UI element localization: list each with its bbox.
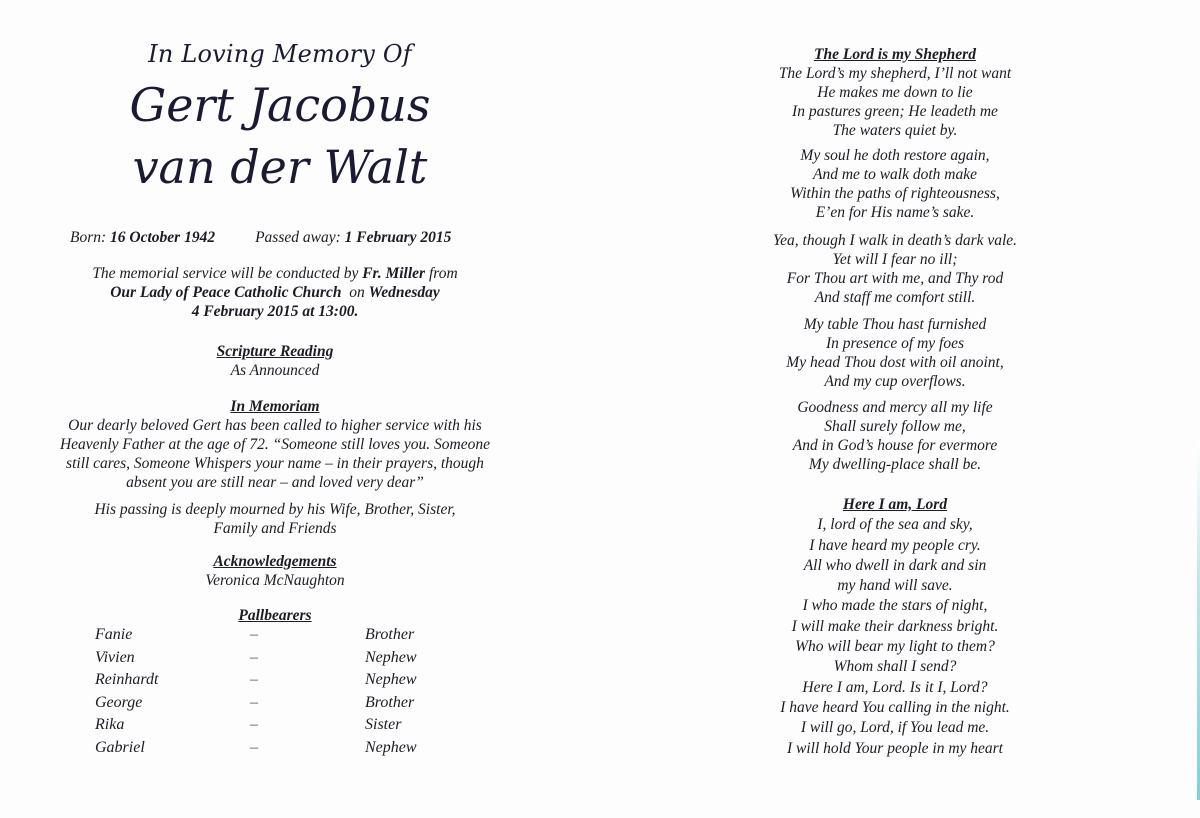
- left-page: [0, 0, 560, 818]
- stanza: My table Thou hast furnished In presence of my foes My head Thou dost with oil anoint, And my cup overflows.: [786, 316, 1004, 390]
- scripture-section: Scripture Reading As Announced: [20, 342, 530, 380]
- hymn-lord-is-my-shepherd: [720, 45, 1070, 140]
- acknowledgements-heading: Acknowledgements: [213, 553, 337, 570]
- table-row: George – Brother: [95, 693, 415, 711]
- stanza: Goodness and mercy all my life Shall surely follow me, And in God’s house for evermore My dwelling-place shall be.: [792, 399, 998, 473]
- stanza: My soul he doth restore again, And me to walk doth make Within the paths of righteousness, E’en for His name’s sake.: [790, 147, 1000, 221]
- born-date: Born: 16 October 1942: [70, 229, 216, 246]
- deceased-name-first: Gert Jacobus: [129, 78, 431, 132]
- table-row: Vivien – Nephew: [95, 648, 417, 666]
- table-row: Gabriel – Nephew: [95, 738, 417, 756]
- memoriam-heading: In Memoriam: [230, 398, 320, 415]
- service-details: The memorial service will be conducted by Fr. Miller from Our Lady of Peace Catholic Church on Wednesday 4 February 2015 at 13:00.: [92, 265, 458, 320]
- memoriam-section: In Memoriam Our dearly beloved Gert has been called to higher service with his Heavenly Father at the age of 72. “Someone still loves you. Someone still cares, Someone Whispers your name – in their prayers, though absent you are still near – and loved very dear”: [20, 397, 530, 492]
- hymn2-title: Here I am, Lord: [842, 496, 948, 513]
- table-row: Reinhardt – Nephew: [95, 671, 417, 688]
- life-dates: [70, 229, 490, 247]
- pallbearers-heading-wrap: [20, 606, 530, 625]
- mourned-by: His passing is deeply mourned by his Wife, Brother, Sister, Family and Friends: [94, 501, 456, 537]
- stanza: Yea, though I walk in death’s dark vale. Yet will I fear no ill; For Thou art with me, and Thy rod And staff me comfort still.: [772, 232, 1018, 306]
- scripture-heading: Scripture Reading: [216, 343, 334, 360]
- acknowledgements-section: Acknowledgements Veronica McNaughton: [20, 552, 530, 590]
- passed-date: Passed away: 1 February 2015: [255, 229, 452, 246]
- hymn-here-i-am-lord: Here I am, Lord I, lord of the sea and sky, I have heard my people cry. All who dwell in dark and sin my hand will save. I who made the stars of night, I will make their darkness bright. Who will bear my light to them? Whom shall I send? Here I am, Lord. Is it I, Lord? I have heard You calling in the night. I will go, Lord, if You lead me. I will hold Your people in my heart: [720, 495, 1070, 759]
- pallbearers-table: [95, 626, 435, 761]
- table-row: Rika – Sister: [95, 716, 402, 733]
- stanza: The Lord’s my shepherd, I’ll not want He makes me down to lie In pastures green; He leadeth me The waters quiet by.: [778, 65, 1012, 139]
- deceased-name-last: van der Walt: [132, 140, 428, 194]
- pallbearers-heading: Pallbearers: [238, 607, 312, 624]
- table-row: Fanie – Brother: [95, 626, 415, 643]
- memorial-lead: In Loving Memory Of: [148, 40, 412, 68]
- hymn1-title: The Lord is my Shepherd: [814, 46, 976, 63]
- right-page: [640, 0, 1150, 818]
